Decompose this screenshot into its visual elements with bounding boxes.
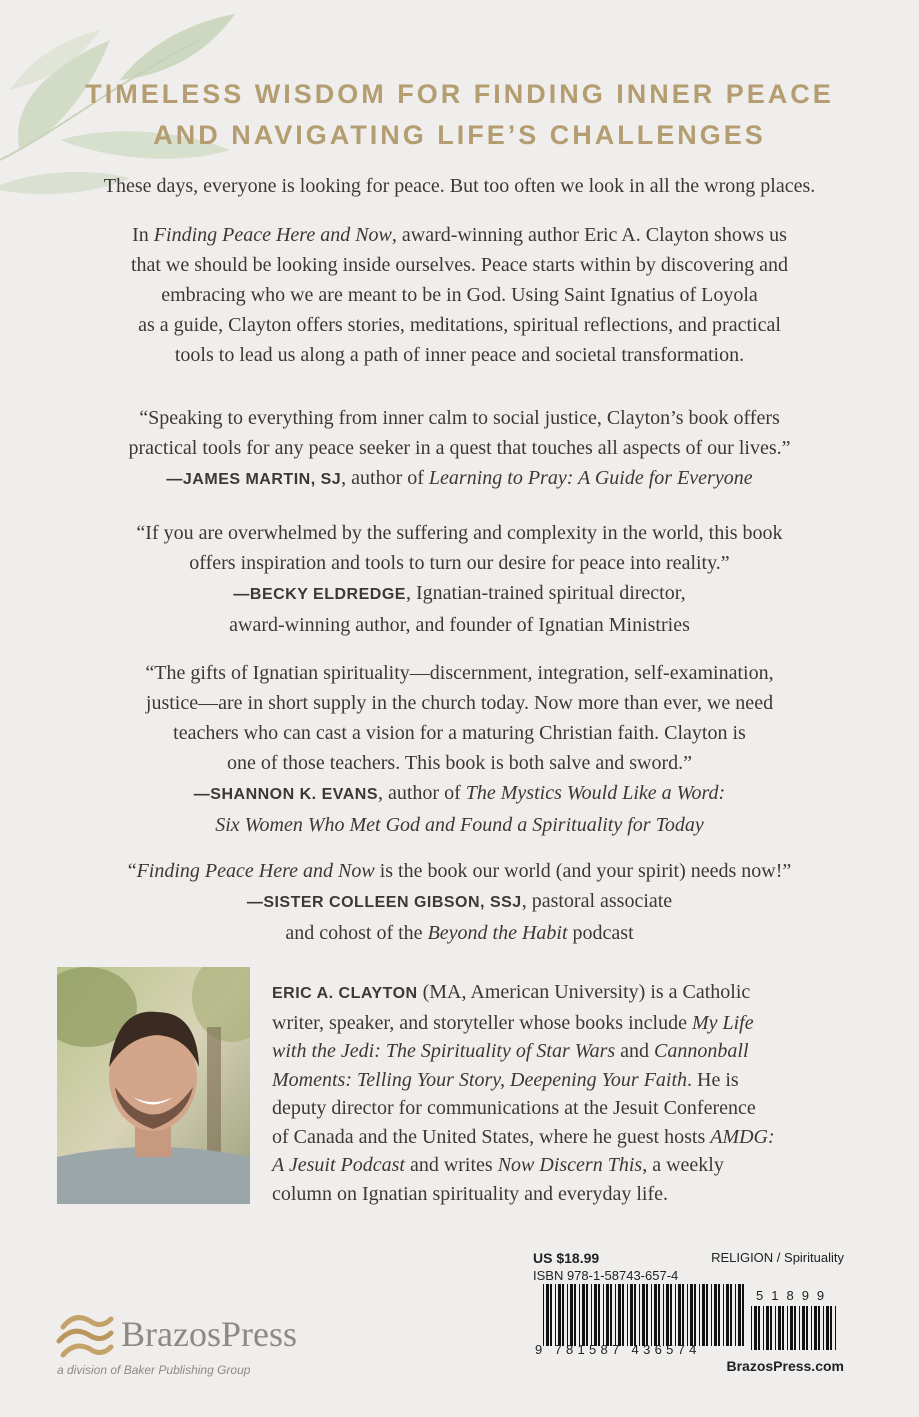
barcode-bar: [546, 1284, 549, 1346]
barcode-bar: [690, 1284, 693, 1346]
barcode-bar: [702, 1284, 705, 1346]
quote-line: justice—are in short supply in the church today. Now more than ever, we need: [145, 692, 774, 714]
description-l1: , award-winning author Eric A. Clayton shows us: [391, 224, 787, 246]
description: [40, 220, 879, 370]
quote-line: “If you are overwhelmed by the suffering and complexity in the world, this book: [136, 522, 783, 544]
barcode-bar: [726, 1284, 729, 1346]
barcode-bar: [651, 1284, 652, 1346]
bio-work: Cannonball: [654, 1040, 749, 1062]
barcode-bar: [723, 1284, 724, 1346]
publisher-name: BrazosPress: [121, 1314, 297, 1354]
barcode-bar: [642, 1284, 645, 1346]
barcode-bar: [711, 1284, 712, 1346]
endorser-name: —SHANNON K. EVANS: [193, 786, 378, 803]
endorser-work-line-2: Six Women Who Met God and Found a Spirituality for Today: [215, 814, 704, 836]
bio-line: of Canada and the United States, where he guest hosts: [272, 1125, 711, 1148]
headline-line-2: AND NAVIGATING LIFE’S CHALLENGES: [153, 120, 766, 150]
endorser-role-line-2: award-winning author, and founder of Ignatian Ministries: [229, 614, 690, 636]
quote-line: “The gifts of Ignatian spirituality—discernment, integration, self-examination,: [145, 662, 774, 684]
barcode-bar: [782, 1306, 784, 1350]
price: US $18.99: [533, 1250, 600, 1266]
quote-book-title: Finding Peace Here and Now: [136, 860, 375, 882]
endorsement-martin: [40, 403, 879, 495]
barcode-bar: [814, 1306, 817, 1350]
barcode-bar: [730, 1284, 732, 1346]
barcode-bar: [687, 1284, 688, 1346]
barcode-bar: [634, 1284, 636, 1346]
endorser-work: Learning to Pray: A Guide for Everyone: [428, 467, 753, 489]
barcode-bar: [558, 1284, 561, 1346]
quote-open: “: [127, 860, 137, 882]
barcode-bar: [735, 1284, 736, 1346]
barcode-bar: [670, 1284, 672, 1346]
barcode-bar: [775, 1306, 776, 1350]
brazos-wave-icon: [55, 1307, 115, 1367]
barcode-bar: [610, 1284, 612, 1346]
barcode-bar: [622, 1284, 624, 1346]
barcode-bar: [682, 1284, 684, 1346]
barcode-digits: 9 781587 436574: [535, 1342, 701, 1357]
barcode-bar: [758, 1306, 760, 1350]
barcode-bar: [627, 1284, 628, 1346]
bio-work: A Jesuit Podcast: [272, 1154, 405, 1176]
endorser-role: , author of: [341, 467, 429, 489]
barcode-bar: [586, 1284, 588, 1346]
barcode-bar: [630, 1284, 633, 1346]
podcast-title: Beyond the Habit: [427, 922, 568, 944]
price-addon-barcode: [751, 1306, 839, 1350]
endorser-role-post: podcast: [567, 922, 634, 944]
endorser-role: , Ignatian-trained spiritual director,: [405, 582, 686, 604]
barcode-bar: [699, 1284, 700, 1346]
description-l4: as a guide, Clayton offers stories, meditations, spiritual reflections, and practical: [138, 314, 781, 336]
barcode-bar: [543, 1284, 544, 1346]
barcode-bar: [751, 1306, 752, 1350]
barcode-bar: [738, 1284, 741, 1346]
isbn-barcode: [543, 1284, 748, 1346]
barcode-bar: [594, 1284, 597, 1346]
barcode-bar: [718, 1284, 720, 1346]
barcode-bar: [826, 1306, 829, 1350]
barcode-bar: [550, 1284, 552, 1346]
barcode-bar: [663, 1284, 664, 1346]
category: RELIGION / Spirituality: [711, 1250, 844, 1265]
publisher-subtitle: a division of Baker Publishing Group: [57, 1363, 251, 1377]
barcode-bar: [818, 1306, 820, 1350]
barcode-block: [533, 1250, 848, 1380]
barcode-bar: [714, 1284, 717, 1346]
intro-text: These days, everyone is looking for peace. But too often we look in all the wrong places.: [103, 175, 816, 197]
isbn: ISBN 978-1-58743-657-4: [533, 1268, 679, 1283]
barcode-bar: [811, 1306, 812, 1350]
barcode-bar: [706, 1284, 708, 1346]
bio-line: and: [615, 1040, 655, 1062]
barcode-bar: [582, 1284, 585, 1346]
barcode-bar: [555, 1284, 556, 1346]
endorser-role: , author of: [378, 782, 466, 804]
bio-work: My Life: [691, 1011, 754, 1034]
barcode-bar: [598, 1284, 600, 1346]
author-name: ERIC A. CLAYTON: [272, 985, 418, 1002]
barcode-bar: [615, 1284, 616, 1346]
endorser-role-pre: and cohost of the: [285, 922, 428, 944]
bio-line: deputy director for communications at the Jesuit Conference: [272, 1097, 756, 1119]
description-l5: tools to lead us along a path of inner peace and societal transformation.: [174, 344, 745, 366]
barcode-bar: [678, 1284, 681, 1346]
bio-work: with the Jedi: The Spirituality of Star Wars: [272, 1040, 616, 1062]
bio-line: and writes: [404, 1154, 498, 1176]
quote-line: practical tools for any peace seeker in a quest that touches all aspects of our lives.”: [128, 437, 791, 459]
book-title: Finding Peace Here and Now: [153, 224, 392, 246]
quote-line: one of those teachers. This book is both salve and sword.”: [226, 752, 693, 774]
endorser-work: The Mystics Would Like a Word:: [465, 782, 726, 804]
endorser-name: —JAMES MARTIN, SJ: [166, 471, 342, 488]
quote-line: offers inspiration and tools to turn our desire for peace into reality.”: [189, 552, 730, 574]
barcode-bar: [787, 1306, 788, 1350]
barcode-bar: [658, 1284, 660, 1346]
addon-digits: 51899: [756, 1288, 833, 1303]
headline: [0, 74, 919, 156]
barcode-bar: [579, 1284, 580, 1346]
barcode-bar: [830, 1306, 832, 1350]
endorser-name: —SISTER COLLEEN GIBSON, SSJ: [246, 894, 522, 911]
endorsement-evans: [40, 658, 879, 840]
barcode-bar: [646, 1284, 648, 1346]
description-l2: that we should be looking inside ourselves. Peace starts within by discovering and: [130, 254, 789, 276]
barcode-bar: [835, 1306, 836, 1350]
barcode-bar: [790, 1306, 793, 1350]
endorsement-gibson: [40, 856, 879, 948]
barcode-bar: [742, 1284, 744, 1346]
endorser-name: —BECKY ELDREDGE: [233, 586, 406, 603]
barcode-bar: [754, 1306, 757, 1350]
barcode-bar: [802, 1306, 805, 1350]
endorsement-eldredge: [40, 518, 879, 640]
barcode-bar: [562, 1284, 564, 1346]
bio-line: (MA, American University) is a Catholic: [417, 981, 751, 1003]
description-pre: In: [132, 224, 154, 246]
bio-line: column on Ignatian spirituality and everyday life.: [272, 1182, 668, 1205]
bio-work: AMDG:: [710, 1125, 775, 1148]
quote-rest: is the book our world (and your spirit) needs now!”: [374, 860, 792, 882]
barcode-bar: [675, 1284, 676, 1346]
barcode-bar: [603, 1284, 604, 1346]
barcode-bar: [794, 1306, 796, 1350]
barcode-bar: [806, 1306, 808, 1350]
barcode-bar: [666, 1284, 669, 1346]
publisher-logo: [55, 1305, 345, 1385]
barcode-bar: [574, 1284, 576, 1346]
barcode-bar: [591, 1284, 592, 1346]
barcode-bar: [766, 1306, 769, 1350]
author-photo: [57, 967, 250, 1204]
bio-work: Moments: Telling Your Story, Deepening Your Faith: [272, 1068, 688, 1091]
barcode-bar: [606, 1284, 609, 1346]
bio-line: writer, speaker, and storyteller whose books include: [272, 1011, 692, 1034]
barcode-bar: [567, 1284, 568, 1346]
barcode-bar: [799, 1306, 800, 1350]
quote-line: “Speaking to everything from inner calm to social justice, Clayton’s book offers: [139, 407, 780, 429]
barcode-bar: [778, 1306, 781, 1350]
barcode-bar: [823, 1306, 824, 1350]
barcode-bar: [618, 1284, 621, 1346]
barcode-bar: [639, 1284, 640, 1346]
bio-line: , a weekly: [642, 1154, 724, 1176]
barcode-bar: [770, 1306, 772, 1350]
barcode-bar: [763, 1306, 764, 1350]
endorser-role: , pastoral associate: [521, 890, 673, 912]
barcode-bar: [694, 1284, 696, 1346]
bio-line: . He is: [687, 1068, 739, 1091]
description-l3: embracing who we are meant to be in God. Using Saint Ignatius of Loyola: [161, 284, 758, 306]
quote-line: teachers who can cast a vision for a maturing Christian faith. Clayton is: [173, 722, 746, 744]
headline-line-1: TIMELESS WISDOM FOR FINDING INNER PEACE: [85, 79, 834, 109]
barcode-bar: [654, 1284, 657, 1346]
barcode-bar: [570, 1284, 573, 1346]
website: BrazosPress.com: [726, 1358, 844, 1374]
bio-work: Now Discern This: [497, 1154, 643, 1176]
author-bio: [272, 978, 872, 1208]
